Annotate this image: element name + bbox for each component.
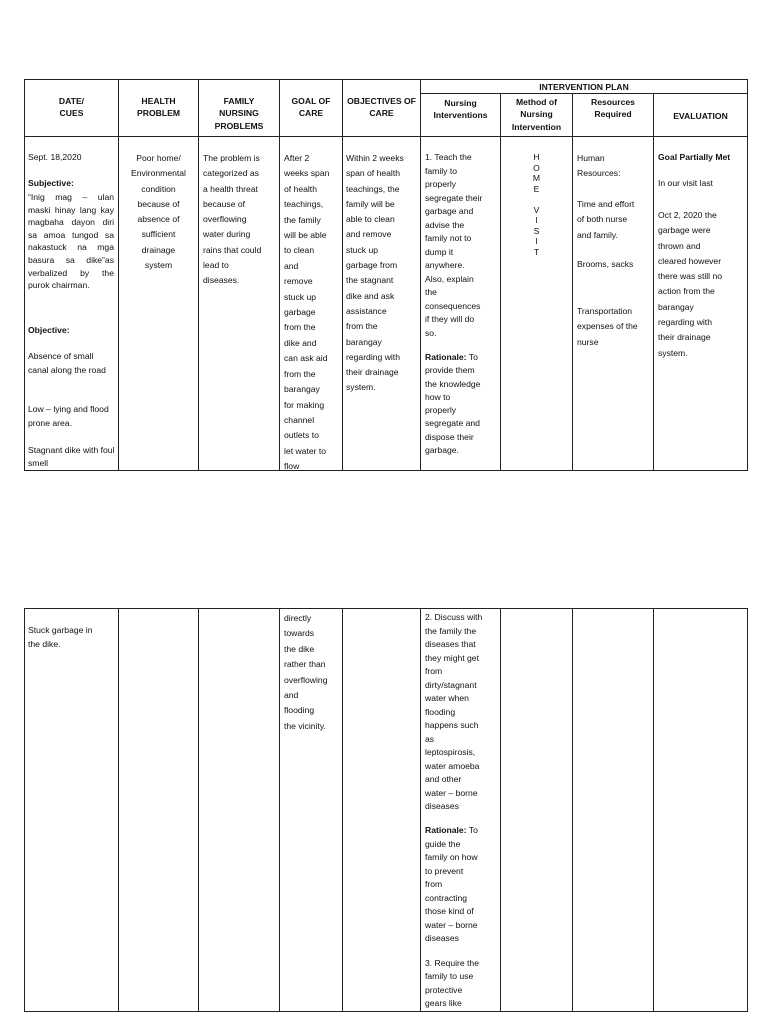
resources-transportation: Transportation expenses of the nurse (577, 306, 638, 347)
col-line (24, 79, 25, 471)
col-line (653, 608, 654, 1012)
subjective-label: Subjective: (28, 178, 74, 188)
method-letter: E (533, 183, 540, 194)
table-border-top (24, 608, 748, 609)
family-problem-text: The problem is categorized as a health threat because of overflowing water during rains that could lead to diseases. (203, 153, 262, 286)
goal-text: After 2 weeks span of health teachings, the family will be able to clean and remove stuck up garbage from the dike and can ask aid from the barangay for making channel outlets to let water to flow (284, 153, 330, 472)
rationale-1 (425, 351, 500, 457)
resources-time-effort: Time and effort of both nurse and family. (577, 199, 635, 240)
header-nursing-interventions: Nursing Interventions (433, 98, 488, 121)
method-letter: M (532, 173, 541, 183)
intervention-1-text: 1. Teach the family to properly segregate their garbage and advise the family not to dump it anywhere. Also, explain the consequences if they will do so. (425, 152, 483, 338)
health-problem-text: Poor home/ Environmental condition because of absence of sufficient drainage system (131, 153, 186, 271)
evaluation-intro: In our visit last (658, 178, 713, 188)
col-line (747, 608, 748, 1012)
col-line (500, 608, 501, 1012)
objective-cue-1: Absence of small canal along the road (28, 351, 106, 375)
method-letter: T (533, 246, 540, 257)
objective-label: Objective: (28, 325, 70, 335)
col-line (24, 608, 25, 1012)
rationale-label: Rationale: (425, 825, 467, 835)
rationale-label: Rationale: (425, 352, 467, 362)
col-line (572, 93, 573, 471)
evaluation-text: Oct 2, 2020 the garbage were thrown and cleared however there was still no action from the barangay regarding with their drainage system. (658, 210, 723, 358)
method-letter: I (535, 215, 538, 225)
col-line (342, 79, 343, 471)
resources-brooms: Brooms, sacks (577, 259, 634, 269)
col-line (279, 79, 280, 471)
col-line (500, 93, 501, 471)
method-letter: V (533, 204, 540, 215)
table-border-top (24, 79, 748, 80)
evaluation-title: Goal Partially Met (658, 152, 731, 162)
rationale-2-text: To guide the family on how to prevent from contracting those kind of water – borne diseases (425, 825, 478, 943)
intervention-2-text: 2. Discuss with the family the diseases that they might get from dirty/stagnant water when flooding happens such as leptospirosis, water amoeba and other water – borne diseases (425, 612, 483, 811)
resources-human: Human Resources: (577, 153, 621, 179)
goal-continued: directly towards the dike rather than overflowing and flooding the vicinity. (284, 613, 328, 731)
header-goal-of-care: GOAL OF CARE (291, 96, 331, 119)
col-line (198, 79, 199, 471)
method-letter: H (533, 152, 540, 162)
col-line (653, 93, 654, 471)
objective-cue-3: Stagnant dike with foul smell (28, 445, 115, 468)
header-date-cues: DATE/ CUES (58, 96, 85, 119)
col-line (118, 608, 119, 1012)
col-line (118, 79, 119, 471)
date-value: Sept. 18,2020 (28, 152, 82, 162)
rationale-2 (425, 824, 500, 946)
method-letter: S (533, 225, 540, 236)
intervention-3-text: 3. Require the family to use protective gears like (425, 958, 479, 1008)
method-letter (501, 194, 572, 205)
header-evaluation: EVALUATION (673, 111, 728, 121)
header-family-nursing-problems: FAMILY NURSING PROBLEMS (214, 96, 264, 131)
method-home-visit (501, 152, 572, 257)
col-line (342, 608, 343, 1012)
table-border-bottom (24, 470, 748, 471)
table-border-bottom (24, 1011, 748, 1012)
rationale-1-text: To provide them the knowledge how to properly segregate and dispose their garbage. (425, 352, 481, 456)
header-health-problem: HEALTH PROBLEM (137, 96, 180, 119)
cues-continued: Stuck garbage in the dike. (28, 625, 93, 649)
col-line (572, 608, 573, 1012)
header-bottom-line (24, 136, 748, 137)
col-line (747, 79, 748, 471)
objectives-text: Within 2 weeks span of health teachings, the family will be able to clean and remove stuck up garbage from the stagnant dike and ask assistance from the barangay regarding with their drainage system. (346, 153, 404, 393)
col-line (279, 608, 280, 1012)
subjective-text: “Inig mag – ulan maski hinay lang kay magbaha dayon diri sa amoa tungod sa nakastuck na mga basura sa dike”as verbalized by the purok chairman. (28, 192, 114, 291)
col-line (420, 608, 421, 1012)
header-method-of-nursing-intervention: Method of Nursing Intervention (511, 97, 562, 132)
method-letter: I (535, 236, 538, 246)
method-letter: O (533, 162, 540, 173)
header-resources-required: Resources Required (591, 97, 635, 120)
header-objectives-of-care: OBJECTIVES OF CARE (347, 96, 416, 119)
col-line (198, 608, 199, 1012)
col-line (420, 79, 421, 471)
objective-cue-2: Low – lying and flood prone area. (28, 404, 109, 428)
header-intervention-plan: INTERVENTION PLAN (539, 82, 629, 92)
